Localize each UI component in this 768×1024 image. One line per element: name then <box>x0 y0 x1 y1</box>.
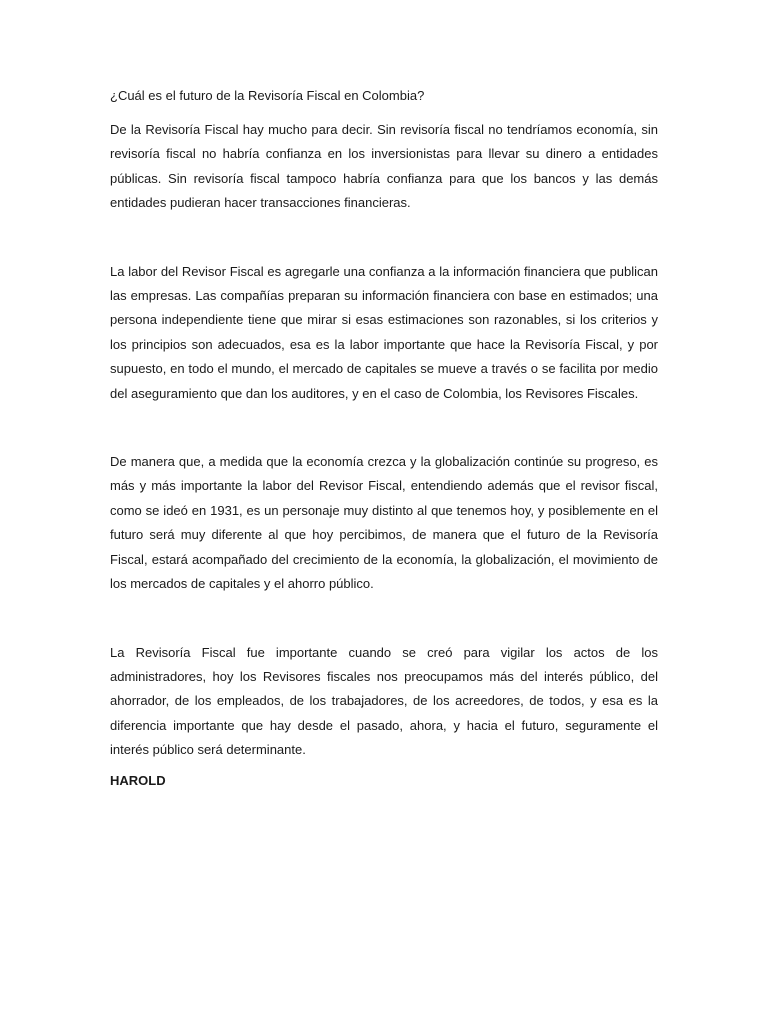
paragraph-spacer <box>110 216 658 260</box>
paragraph-4: La Revisoría Fiscal fue importante cuando se creó para vigilar los actos de los administradores, hoy los Revisores fiscales nos preocupamos más del interés público, del ahorrador, de los empleados, de los trabajadores, de los acreedores, de todos, y esa es la diferencia importante que hay desde el pasado, ahora, y hacia el futuro, seguramente el interés público será determinante. <box>110 644 658 758</box>
paragraph-spacer <box>110 406 658 450</box>
author-signature: HAROLD <box>110 772 166 788</box>
paragraph-3: De manera que, a medida que la economía crezca y la globalización continúe su progreso, es más y más importante la labor del Revisor Fiscal, entendiendo además que el revisor fiscal, como se ideó en 1931, es un personaje muy distinto al que tenemos hoy, y posiblemente en el futuro será muy diferente al que hoy percibimos, de manera que el futuro de la Revisoría Fiscal, estará acompañado del crecimiento de la economía, la globalización, el movimiento de los mercados de capitales y el ahorro público. <box>110 454 658 592</box>
document-page <box>110 84 658 793</box>
paragraph-1: De la Revisoría Fiscal hay mucho para decir. Sin revisoría fiscal no tendríamos economía, sin revisoría fiscal no habría confianza en los inversionistas para llevar su dinero a entidades públicas. Sin revisoría fiscal tampoco habría confianza para que los bancos y las demás entidades pudieran hacer transacciones financieras. <box>110 122 658 211</box>
paragraph-2: La labor del Revisor Fiscal es agregarle una confianza a la información financiera que publican las empresas. Las compañías preparan su información financiera con base en estimados; una persona independiente tiene que mirar si esas estimaciones son razonables, si los criterios y los principios son adecuados, esa es la labor importante que hace la Revisoría Fiscal, y por supuesto, en todo el mundo, el mercado de capitales se mueve a través o se facilita por medio del aseguramiento que dan los auditores, y en el caso de Colombia, los Revisores Fiscales. <box>110 263 658 401</box>
paragraph-spacer <box>110 597 658 641</box>
document-title: ¿Cuál es el futuro de la Revisoría Fiscal en Colombia? <box>110 88 425 103</box>
